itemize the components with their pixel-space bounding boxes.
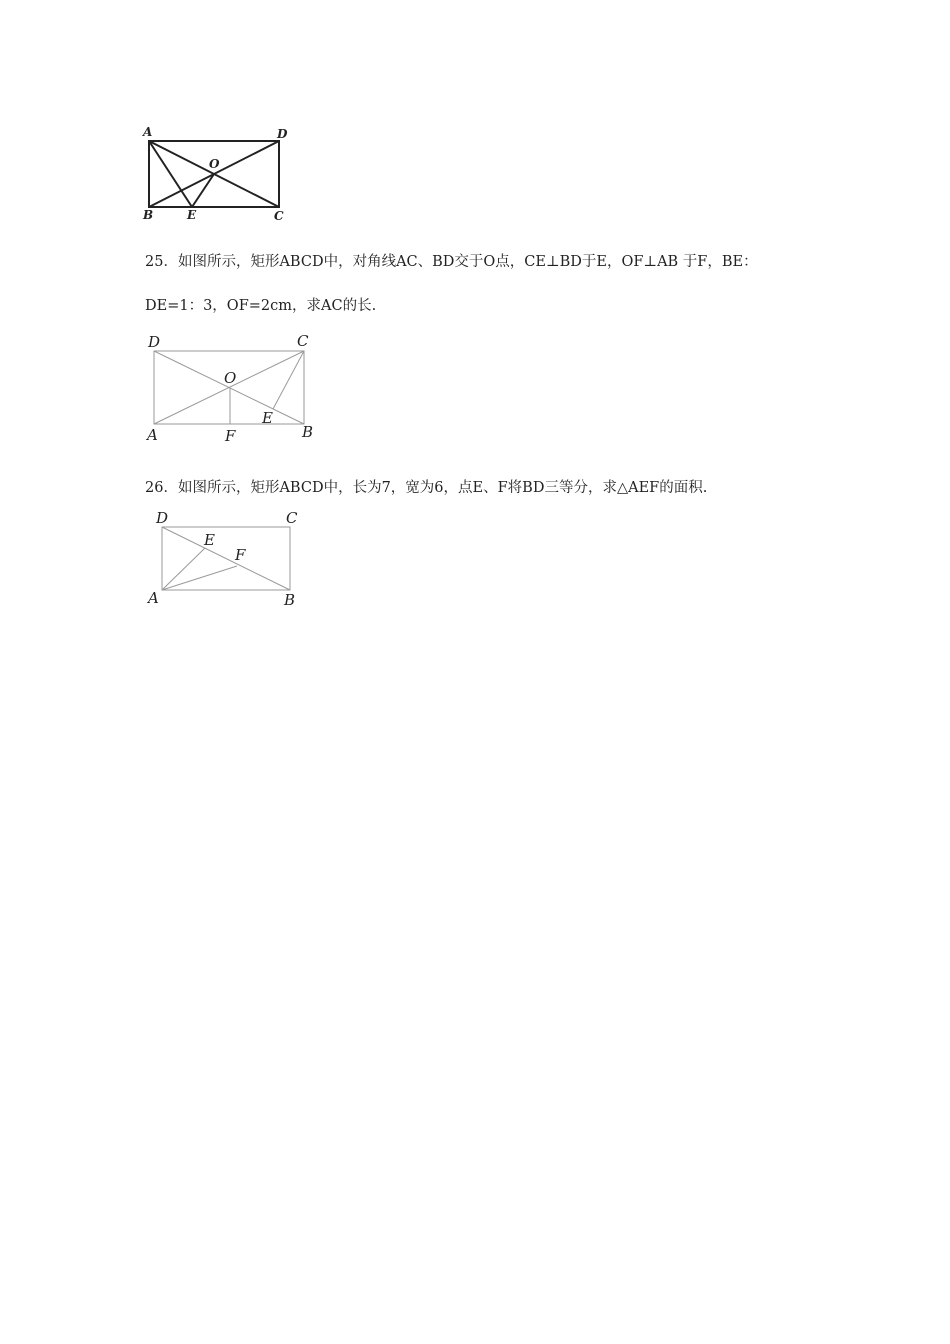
label-d: D bbox=[156, 509, 169, 527]
diagonal-db bbox=[162, 527, 290, 590]
label-a: A bbox=[143, 125, 153, 139]
figure-rectangle-abcd-3 bbox=[0, 0, 950, 620]
label-d: D bbox=[277, 127, 288, 141]
label-e: E bbox=[204, 531, 215, 549]
label-b: B bbox=[302, 423, 314, 441]
question-25-line-1: 25．如图所示，矩形ABCD中，对角线AC、BD交于O点，CE⊥BD于E，OF⊥AB 于F，BE： bbox=[145, 254, 758, 270]
label-b: B bbox=[284, 591, 296, 609]
label-c: C bbox=[297, 332, 309, 350]
label-a: A bbox=[148, 589, 159, 607]
label-f: F bbox=[225, 427, 236, 445]
label-o: O bbox=[209, 157, 220, 171]
figure-3-drawing bbox=[0, 0, 950, 620]
question-26-line-1: 26．如图所示，矩形ABCD中，长为7，宽为6，点E、F将BD三等分，求△AEF的面积. bbox=[145, 480, 708, 496]
label-b: B bbox=[143, 208, 154, 222]
label-d: D bbox=[148, 333, 161, 351]
label-c: C bbox=[286, 509, 298, 527]
label-e: E bbox=[262, 409, 273, 427]
label-o: O bbox=[224, 369, 237, 387]
label-c: C bbox=[274, 209, 284, 223]
question-25-line-2: DE=1：3，OF=2cm，求AC的长. bbox=[145, 298, 377, 314]
label-a: A bbox=[147, 426, 158, 444]
segment-ae bbox=[162, 548, 205, 590]
label-f: F bbox=[235, 546, 246, 564]
label-e: E bbox=[187, 208, 197, 222]
segment-af bbox=[162, 566, 237, 590]
